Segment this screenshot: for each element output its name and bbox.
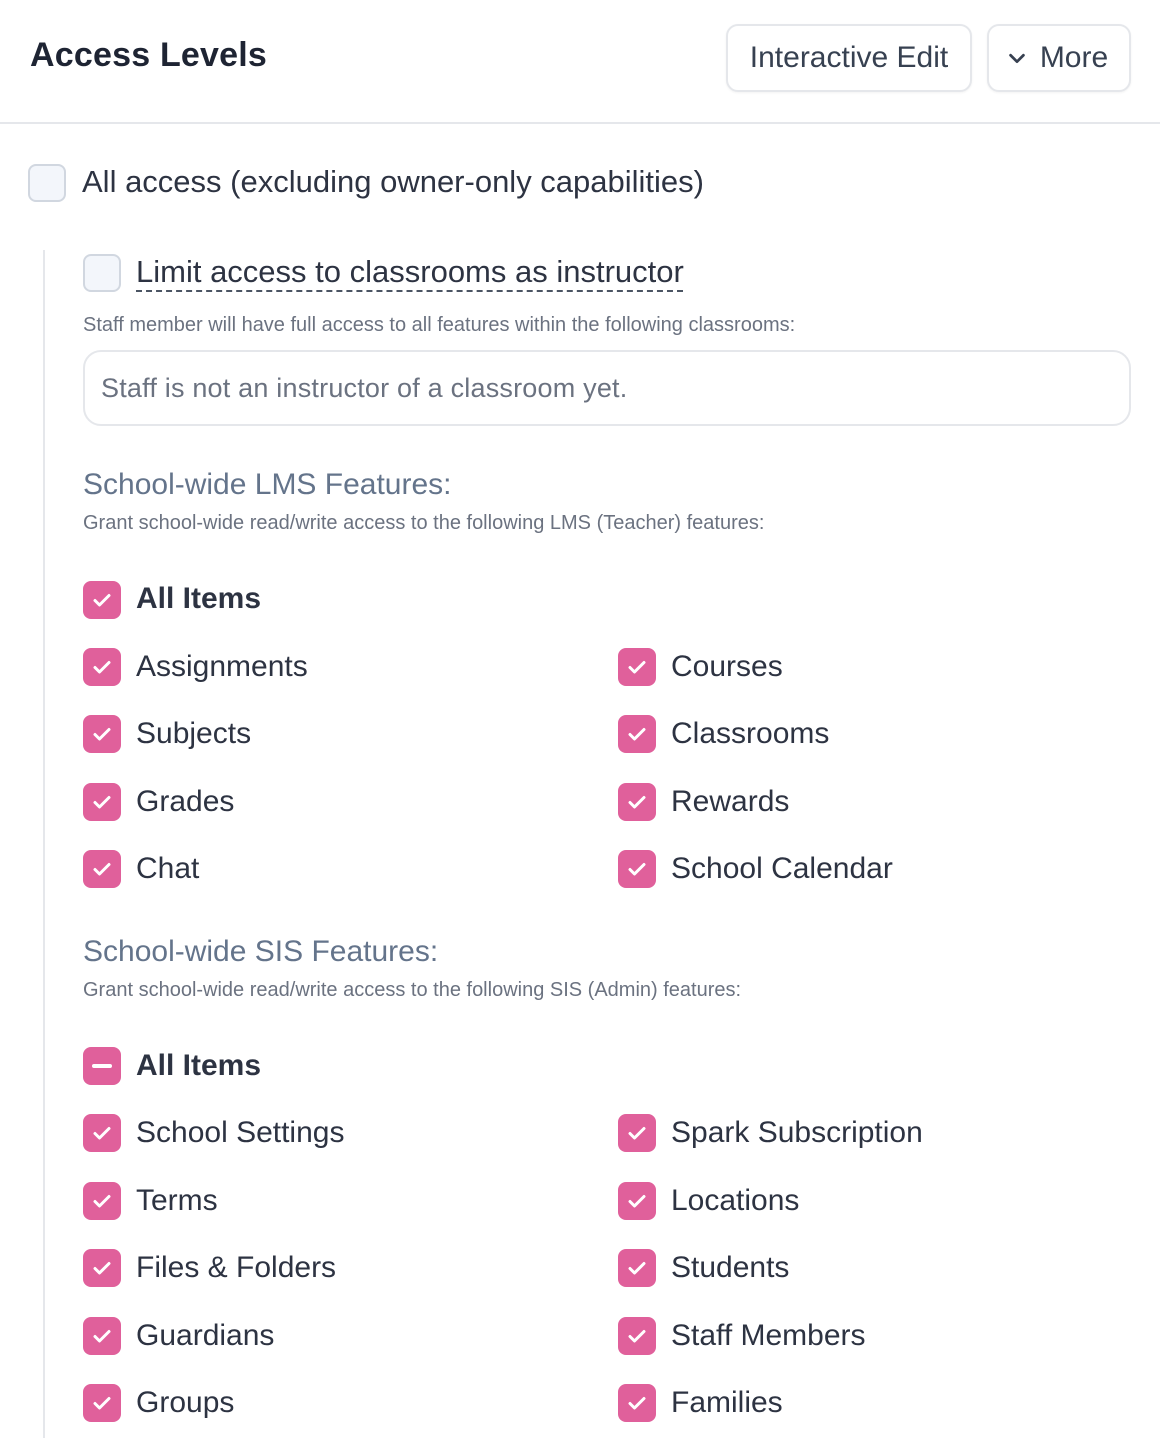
check-icon — [625, 722, 649, 746]
sis-section-title: School-wide SIS Features: — [83, 935, 439, 968]
chevron-down-icon — [1006, 47, 1028, 69]
check-icon — [625, 1189, 649, 1213]
lms-label-school-calendar[interactable]: School Calendar — [671, 852, 893, 885]
check-icon — [90, 1189, 114, 1213]
lms-checkbox-school-calendar[interactable] — [618, 850, 656, 888]
tree-line — [43, 250, 45, 1438]
check-icon — [90, 1256, 114, 1280]
lms-label-chat[interactable]: Chat — [136, 852, 200, 885]
lms-all-items-checkbox[interactable] — [83, 581, 121, 619]
sis-checkbox-students[interactable] — [618, 1249, 656, 1287]
interactive-edit-button[interactable]: Interactive Edit — [726, 24, 972, 92]
sis-checkbox-staff-members[interactable] — [618, 1317, 656, 1355]
check-icon — [90, 1324, 114, 1348]
classroom-list — [83, 350, 1131, 426]
sis-checkbox-terms[interactable] — [83, 1182, 121, 1220]
lms-label-assignments[interactable]: Assignments — [136, 650, 308, 683]
check-icon — [625, 857, 649, 881]
sis-checkbox-files-folders[interactable] — [83, 1249, 121, 1287]
sis-label-school-settings[interactable]: School Settings — [136, 1116, 345, 1149]
check-icon — [625, 1121, 649, 1145]
limit-access-hint: Staff member will have full access to all features within the following classrooms: — [83, 314, 796, 336]
sis-checkbox-families[interactable] — [618, 1384, 656, 1422]
lms-all-items-label[interactable]: All Items — [136, 582, 262, 615]
check-icon — [90, 857, 114, 881]
sis-section-subtitle: Grant school-wide read/write access to the following SIS (Admin) features: — [83, 979, 742, 1001]
sis-all-items-label[interactable]: All Items — [136, 1049, 262, 1082]
check-icon — [625, 1324, 649, 1348]
sis-checkbox-guardians[interactable] — [83, 1317, 121, 1355]
more-button-label: More — [1039, 41, 1109, 74]
lms-label-grades[interactable]: Grades — [136, 785, 235, 818]
lms-checkbox-subjects[interactable] — [83, 715, 121, 753]
sis-label-guardians[interactable]: Guardians — [136, 1319, 275, 1352]
check-icon — [90, 790, 114, 814]
lms-label-rewards[interactable]: Rewards — [671, 785, 790, 818]
lms-checkbox-grades[interactable] — [83, 783, 121, 821]
sis-label-spark-subscription[interactable]: Spark Subscription — [671, 1116, 923, 1149]
check-icon — [90, 1121, 114, 1145]
check-icon — [90, 655, 114, 679]
lms-label-courses[interactable]: Courses — [671, 650, 783, 683]
check-icon — [625, 1256, 649, 1280]
check-icon — [90, 722, 114, 746]
classroom-empty-text: Staff is not an instructor of a classroom yet. — [101, 373, 628, 403]
lms-label-subjects[interactable]: Subjects — [136, 717, 252, 750]
sis-label-staff-members[interactable]: Staff Members — [671, 1319, 866, 1352]
minus-icon — [92, 1064, 112, 1068]
check-icon — [625, 790, 649, 814]
all-access-label[interactable]: All access (excluding owner-only capabilities) — [82, 164, 704, 199]
check-icon — [625, 1391, 649, 1415]
sis-all-items-checkbox[interactable] — [83, 1047, 121, 1085]
lms-label-classrooms[interactable]: Classrooms — [671, 717, 830, 750]
sis-checkbox-groups[interactable] — [83, 1384, 121, 1422]
limit-access-label[interactable]: Limit access to classrooms as instructor — [136, 254, 684, 289]
sis-checkbox-locations[interactable] — [618, 1182, 656, 1220]
check-icon — [625, 655, 649, 679]
sis-label-terms[interactable]: Terms — [136, 1184, 218, 1217]
sis-label-families[interactable]: Families — [671, 1386, 783, 1419]
limit-access-checkbox[interactable] — [83, 254, 121, 292]
lms-checkbox-assignments[interactable] — [83, 648, 121, 686]
sis-label-students[interactable]: Students — [671, 1251, 790, 1284]
lms-section-title: School-wide LMS Features: — [83, 468, 452, 501]
check-icon — [90, 588, 114, 612]
sis-label-files-folders[interactable]: Files & Folders — [136, 1251, 337, 1284]
check-icon — [90, 1391, 114, 1415]
page-title: Access Levels — [30, 36, 267, 74]
all-access-checkbox[interactable] — [28, 164, 66, 202]
sis-label-groups[interactable]: Groups — [136, 1386, 235, 1419]
more-button[interactable] — [987, 24, 1131, 92]
page-header — [0, 0, 1160, 124]
sis-checkbox-school-settings[interactable] — [83, 1114, 121, 1152]
lms-section-subtitle: Grant school-wide read/write access to the following LMS (Teacher) features: — [83, 512, 765, 534]
sis-checkbox-spark-subscription[interactable] — [618, 1114, 656, 1152]
lms-checkbox-chat[interactable] — [83, 850, 121, 888]
lms-checkbox-rewards[interactable] — [618, 783, 656, 821]
lms-checkbox-courses[interactable] — [618, 648, 656, 686]
sis-label-locations[interactable]: Locations — [671, 1184, 800, 1217]
lms-checkbox-classrooms[interactable] — [618, 715, 656, 753]
